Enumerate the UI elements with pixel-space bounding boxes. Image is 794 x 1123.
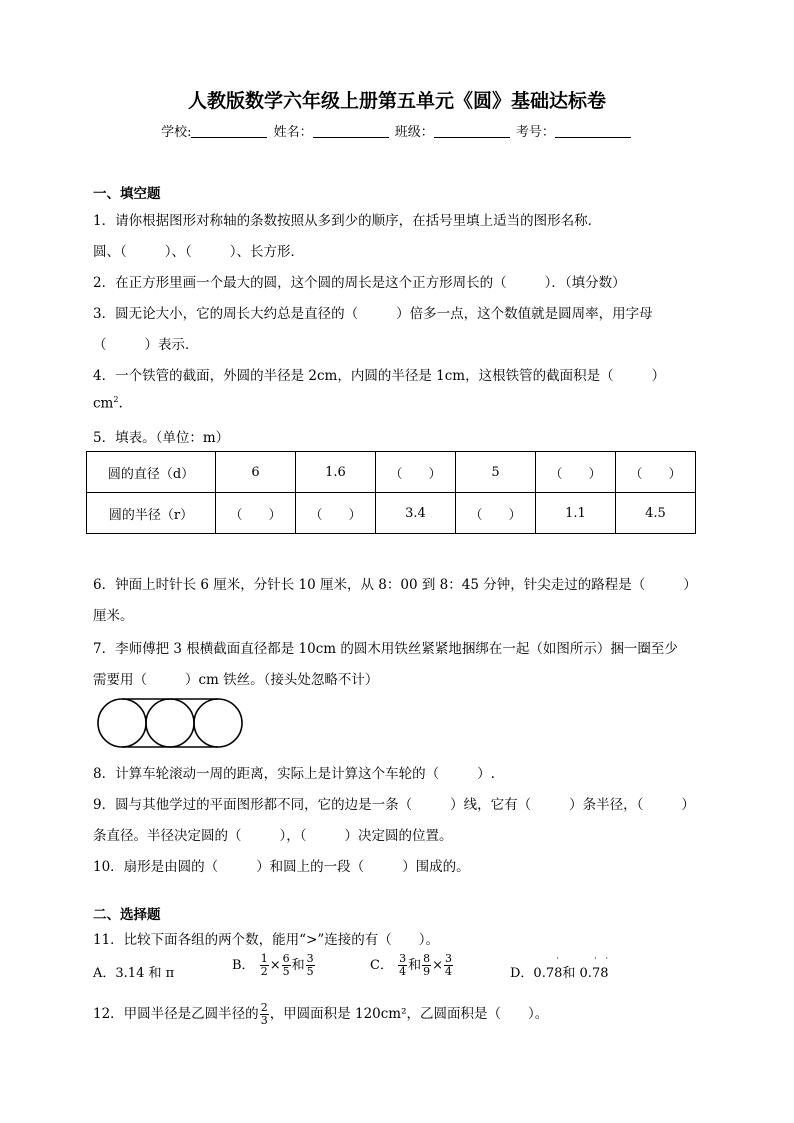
fraction: $\frac{3}{5}$: [306, 952, 314, 978]
table-cell[interactable]: （ ）: [216, 493, 296, 534]
school-blank[interactable]: [191, 125, 267, 138]
question-9-line-2: 条直径。半径决定圆的（ ），（ ）决定圆的位置。: [93, 828, 453, 844]
table-row-radius: [87, 493, 696, 534]
table-cell[interactable]: （ ）: [296, 493, 376, 534]
fraction: $\frac{6}{5}$: [282, 952, 290, 978]
log-circle-right: [194, 699, 242, 747]
question-7-line-1: 7．李师傅把 3 根横截面直径都是 10cm 的圆木用铁丝紧紧地捆绑在一起（如图所示）捆一圈至少: [93, 641, 678, 657]
question-2: 2．在正方形里画一个最大的圆，这个圆的周长是这个正方形周长的（ ）．（填分数）: [93, 275, 626, 291]
diameter-radius-table: [86, 451, 696, 534]
table-row-header: 圆的半径（r）: [87, 493, 216, 534]
question-5: 5．填表。（单位：m）: [93, 430, 230, 446]
table-cell[interactable]: （ ）: [376, 452, 456, 493]
table-cell[interactable]: （ ）: [616, 452, 696, 493]
table-cell[interactable]: （ ）: [536, 452, 616, 493]
table-cell: 5: [456, 452, 536, 493]
question-1-line-1: 1．请你根据图形对称轴的条数按照从多到少的顺序，在括号里填上适当的图形名称．: [93, 213, 602, 229]
table-cell: 4.5: [616, 493, 696, 534]
section-heading-fill-in: 一、填空题: [93, 186, 161, 202]
page-title: 人教版数学六年级上册第五单元《圆》基础达标卷: [187, 90, 606, 112]
table-cell[interactable]: （ ）: [456, 493, 536, 534]
question-12: 12．甲圆半径是乙圆半径的 $\frac{2}{3}$ ，甲圆面积是 120cm²，乙圆面积是（ ）。: [93, 1001, 549, 1027]
student-info-line: [0, 121, 794, 140]
question-1-line-2: 圆、（ ）、（ ）、长方形．: [93, 244, 304, 260]
option-a[interactable]: A．3.14 和 π: [93, 966, 175, 981]
table-cell: 1.6: [296, 452, 376, 493]
question-4-line-1: 4．一个铁管的截面，外圆的半径是 2cm，内圆的半径是 1cm，这根铁管的截面积是（ ）: [93, 368, 666, 384]
question-9-line-1: 9．圆与其他学过的平面图形都不同，它的边是一条（ ）线，它有（ ）条半径，（ ）: [93, 797, 695, 813]
table-row-header: 圆的直径（d）: [87, 452, 216, 493]
table-row-diameter: [87, 452, 696, 493]
table-cell: 3.4: [376, 493, 456, 534]
fraction: $\frac{3}{4}$: [445, 952, 453, 978]
question-8: 8．计算车轮滚动一周的距离，实际上是计算这个车轮的（ ）.: [93, 766, 495, 782]
question-3-line-1: 3．圆无论大小，它的周长大约总是直径的（ ）倍多一点，这个数值就是圆周率，用字母: [93, 306, 653, 322]
fraction: $\frac{2}{3}$: [260, 1001, 268, 1027]
option-d[interactable]: D．0.7 ˙ 8和 0. ˙ ˙ 78: [510, 957, 610, 981]
three-logs-figure: [96, 697, 244, 749]
option-c[interactable]: C． $\frac{3}{4}$ 和 $\frac{8}{9}$ × $\frac{3}{4}$: [370, 952, 453, 978]
table-cell: 1.1: [536, 493, 616, 534]
question-6-line-2: 厘米。: [93, 608, 134, 624]
question-10: 10．扇形是由圆的（ ）和圆上的一段（ ）围成的。: [93, 859, 470, 875]
fraction: $\frac{1}{2}$: [260, 952, 268, 978]
log-circle-middle: [146, 699, 194, 747]
name-label: 姓名：: [273, 125, 313, 140]
option-b[interactable]: B． $\frac{1}{2}$ × $\frac{6}{5}$ 和 $\frac{3}{5}$: [232, 952, 314, 978]
fraction: $\frac{3}{4}$: [399, 952, 407, 978]
question-6-line-1: 6．钟面上时针长 6 厘米，分针长 10 厘米，从 8：00 到 8：45 分钟，针尖走过的路程是（ ）: [93, 577, 697, 593]
question-4-line-2: $cm^2$.: [93, 395, 123, 412]
exam-no-blank[interactable]: [555, 125, 631, 138]
table-cell: 6: [216, 452, 296, 493]
log-circle-left: [98, 699, 146, 747]
name-blank[interactable]: [313, 125, 389, 138]
class-label: 班级：: [394, 125, 434, 140]
question-3-line-2: （ ）表示．: [93, 337, 199, 353]
question-11: 11．比较下面各组的两个数，能用“>”连接的有（ ）。: [93, 932, 440, 948]
exam-no-label: 考号：: [515, 125, 555, 140]
school-label: 学校:: [161, 125, 192, 140]
question-7-line-2: 需要用（ ）cm 铁丝。（接头处忽略不计）: [93, 672, 379, 688]
fraction: $\frac{8}{9}$: [423, 952, 431, 978]
class-blank[interactable]: [434, 125, 510, 138]
section-heading-choice: 二、选择题: [93, 907, 161, 923]
